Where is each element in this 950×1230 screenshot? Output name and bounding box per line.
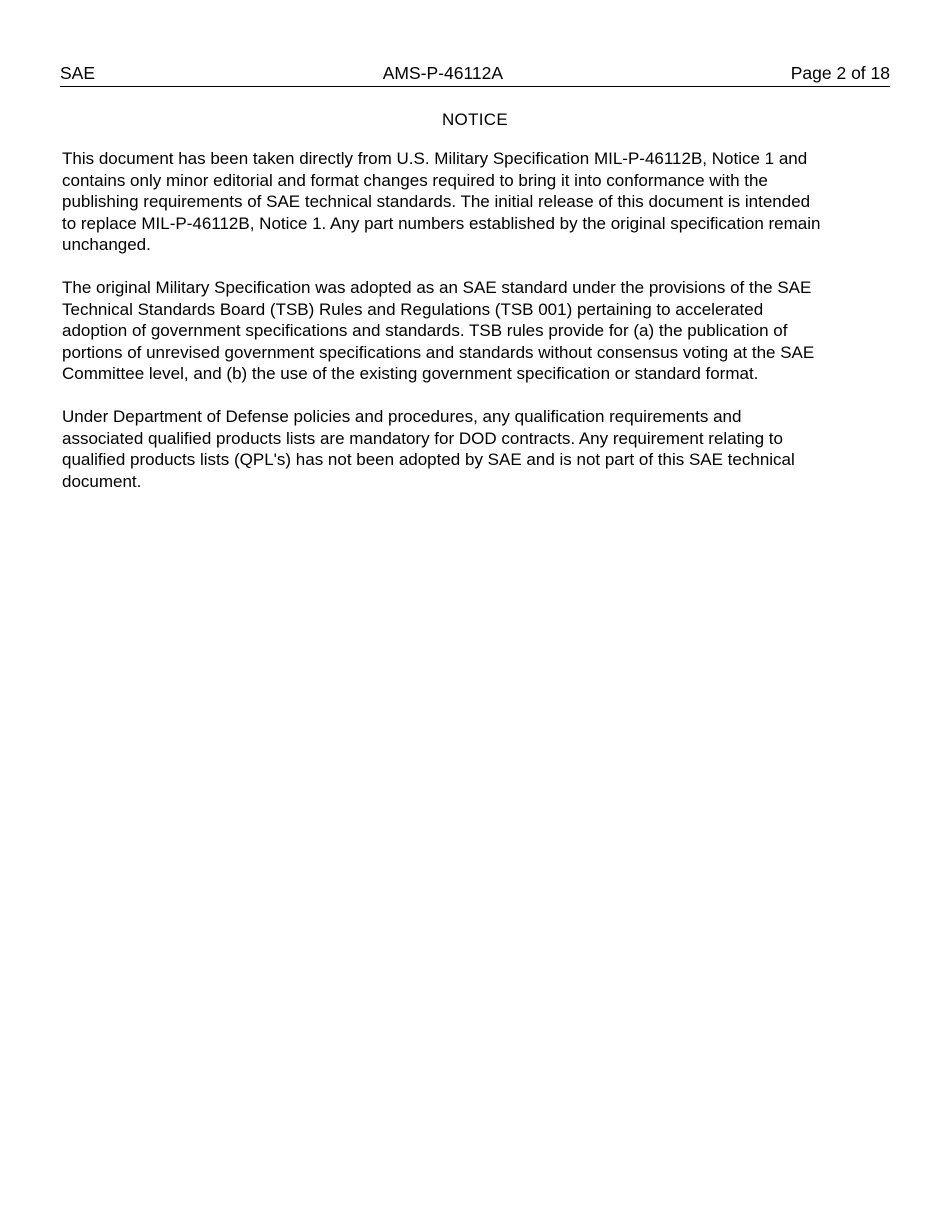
notice-paragraph-1: This document has been taken directly from U.S. Military Specification MIL-P-46112B, Notice 1 and contains only minor editorial and format changes required to bring it into conformance with the publishing requirements of SAE technical standards. The initial release of this document is intended to replace MIL-P-46112B, Notice 1. Any part numbers established by the original specification remain unchanged. <box>62 149 821 255</box>
header-page-number: Page 2 of 18 <box>791 62 890 87</box>
notice-heading: NOTICE <box>441 110 509 129</box>
notice-paragraph-2: The original Military Specification was adopted as an SAE standard under the provisions of the SAE Technical Standards Board (TSB) Rules and Regulations (TSB 001) pertaining to accelerated adoption of government specifications and standards. TSB rules provide for (a) the publication of portions of unrevised government specifications and standards without consensus voting at the SAE Committee level, and (b) the use of the existing government specification or standard format. <box>62 277 815 384</box>
page-header <box>60 62 890 87</box>
header-organization: SAE <box>60 62 95 87</box>
notice-body <box>62 148 824 492</box>
header-document-number: AMS-P-46112A <box>95 62 791 87</box>
notice-paragraph-3: Under Department of Defense policies and procedures, any qualification requirements and associated qualified products lists are mandatory for DOD contracts. Any requirement relating to qualified products lists (QPL's) has not been adopted by SAE and is not part of this SAE technical document. <box>62 406 795 491</box>
